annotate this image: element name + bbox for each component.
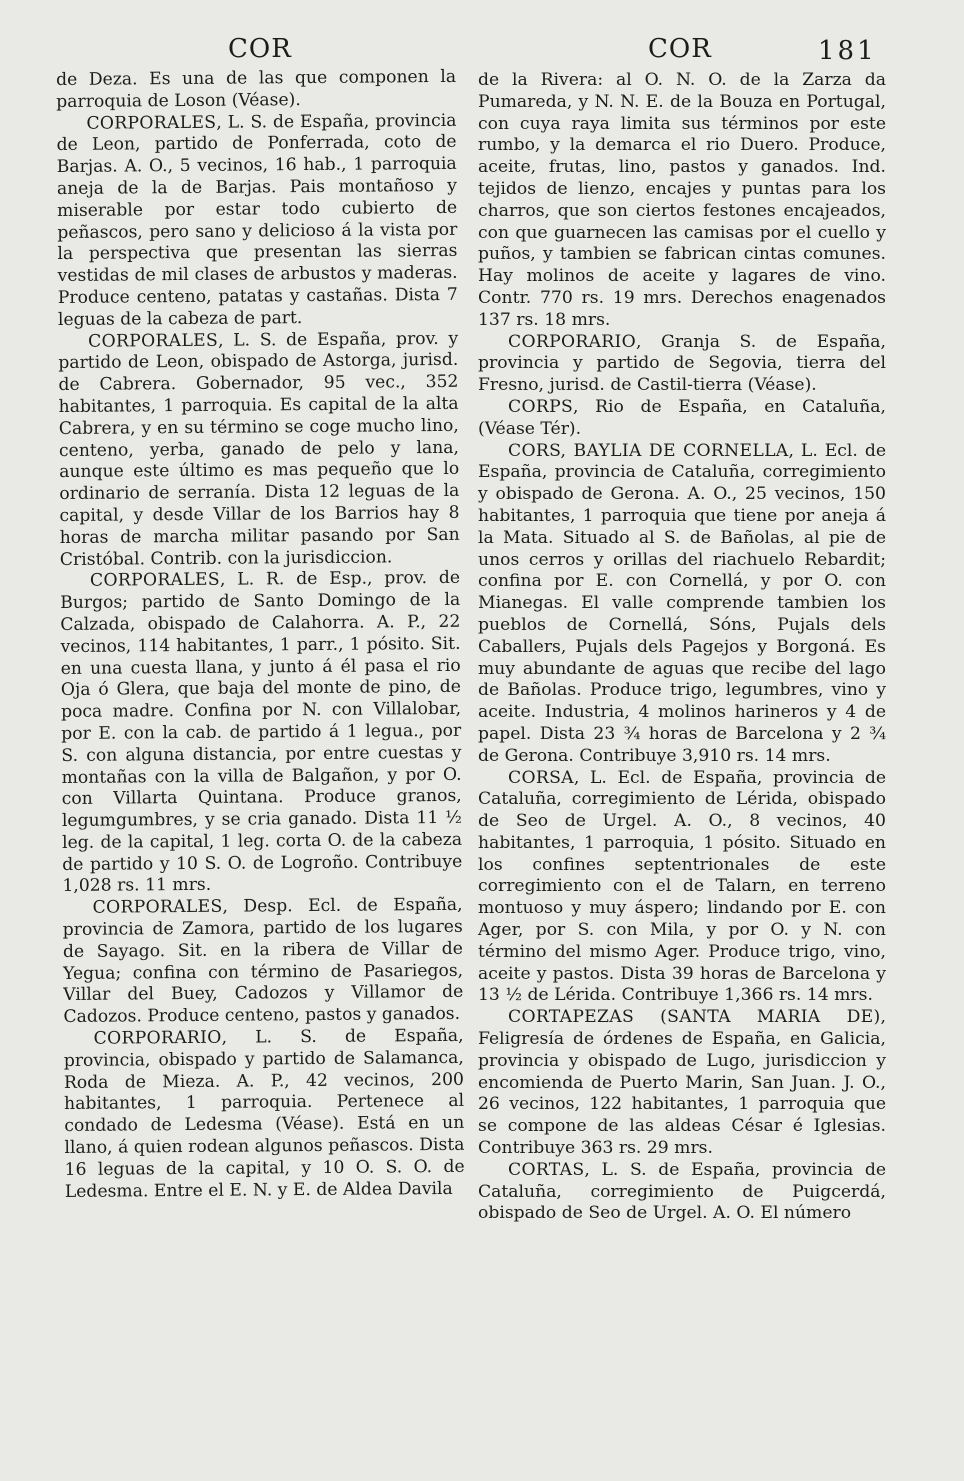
entry-headword: CORPORARIO (508, 331, 637, 352)
entry-headword: CORPORALES (88, 330, 219, 352)
entry (60, 568, 463, 898)
entry-text: , Feligresía de órdenes de España, en Galicia, provincia y obispado de Lugo, jurisdiccion y encomienda de Puerto Marin, San Juan. J. O., 26 vecinos, 122 habitantes, 1 parroquia que se compone de las aldeas César é Iglesias. Contribuye 363 rs. 29 mrs. (478, 1007, 886, 1159)
running-header-right: COR (648, 34, 712, 64)
entry-headword: CORPORARIO (93, 1027, 222, 1049)
entry (478, 332, 886, 397)
entry-headword: CORPORALES (92, 896, 223, 919)
entry-headword: CORTAPEZAS (SANTA MARIA DE) (508, 1007, 881, 1028)
entry-text: , L. Ecl. de España, provincia de Cataluña, corregimiento de Lérida, obispado de Seo de Urgel. A. O., 8 vecinos, 40 habitantes, 1 parroquia, 1 pósito. Situado en los confines septentrionales de este corregimiento con el de Talarn, en terreno montuoso y muy áspero; lindando por E. con Ager, por S. con Mila, y por O. y N. con término del mismo Ager. Produce trigo, vino, aceite y pastos. Dista 39 horas de Barcelona y 13 ½ de Lérida. Contribuye 1,366 rs. 14 mrs. (478, 767, 886, 1006)
entry (478, 441, 886, 768)
entry-headword: CORSA (508, 767, 574, 788)
entry (478, 768, 886, 1008)
entry (56, 110, 458, 331)
entry-text: de Deza. Es una de las que componen la parroquia de Loson (Véase). (56, 66, 457, 112)
entry-text: , L. S. de España, provincia, obispado y partido de Salamanca, Roda de Mieza. A. P., 42 vecinos, 200 habitantes, 1 parroquia. Pertenece al condado de Ledesma (Véase). Está en un llano, á quien rodean algunos peñascos. Dista 16 leguas de la capital, y 10 O. S. O. de Ledesma. Entre el E. N. y E. de Aldea Davila (63, 1025, 465, 1202)
entry-text: , L. Ecl. de España, provincia de Cataluña, corregimiento y obispado de Gerona. A. O., 25 vecinos, 150 habitantes, 1 parroquia que tiene por aneja á la Mata. Situado al S. de Bañolas, al pie de unos cerros y orillas del riachuelo Rebardit; confina por E. con Cornellá, y por O. con Mianegas. El valle comprende tambien los pueblos de Cornellá, Sóns, Pujals dels Caballers, Pujals dels Pagejos y Borgoná. Es muy abundante de aguas que recibe del lago de Bañolas. Produce trigo, legumbres, vino y aceite. Industria, 4 molinos harineros y 4 de papel. Dista 23 ¾ horas de Barcelona y 2 ¾ de Gerona. Contribuye 3,910 rs. 14 mrs. (478, 440, 886, 766)
running-header-left: COR (228, 34, 292, 64)
entry-headword: CORPORALES (89, 570, 221, 592)
entry-headword: CORPS (508, 396, 574, 417)
page-number: 181 (818, 36, 877, 66)
entry (64, 1026, 465, 1204)
entry-text: de la Rivera: al O. N. O. de la Zarza da Pumareda, y N. N. E. de la Bouza en Portugal, con cuya raya limita sus términos por este rumbo, y la demarca el rio Duero. Produce, aceite, frutas, lino, pastos y ganados. Ind. tejidos de lienzo, encajes y puntas para los charros, que son ciertos festones encajeados, con que guarnecen las camisas por el cuello y puños, y tambien se fabrican cintas comunes. Hay molinos de aceite y lagares de vino. Contr. 770 rs. 19 mrs. Derechos enagenados 137 rs. 18 mrs. (478, 70, 886, 330)
entry-headword: CORPORALES (86, 112, 217, 134)
entry (478, 1160, 886, 1225)
entry (478, 397, 886, 441)
entry (478, 1007, 886, 1160)
right-column (478, 70, 886, 1225)
entry (63, 895, 464, 1029)
entry-text: , L. S. de España, prov. y partido de Leon, obispado de Astorga, jurisd. de Cabrera. Gobernador, 95 vec., 352 habitantes, 1 parroquia. Es capital de la alta Cabrera, y en su término se coge mucho lino, centeno, yerba, ganado de pelo y lana, aunque este último es mas pequeño que lo ordinario de serranía. Dista 12 leguas de la capital, y desde Villar de los Barrios hay 8 horas de marcha militar pasando por San Cristóbal. Contrib. con la jurisdiccion. (58, 328, 460, 570)
entry-headword: CORS, BAYLIA DE CORNELLA (508, 440, 789, 461)
left-column (56, 67, 465, 1204)
entry-headword: CORTAS (508, 1159, 585, 1180)
entry-text: , Granja S. de España, provincia y partido de Segovia, tierra del Fresno, jurisd. de Castil-tierra (Véase). (478, 331, 886, 396)
entry-text: , Desp. Ecl. de España, provincia de Zamora, partido de los lugares de Sayago. Sit. en la ribera de Villar de Yegua; confina con término de Pasariegos, Villar del Buey, Cadozos y Villamor de Cadozos. Produce centeno, pastos y ganados. (62, 895, 464, 1028)
entry-text: , Rio de España, en Cataluña, (Véase Tér). (478, 396, 886, 439)
entry-text: , L. S. de España, provincia de Cataluña, corregimiento de Puigcerdá, obispado de Seo de Urgel. A. O. El número (478, 1159, 886, 1224)
entry (478, 70, 886, 332)
entry (56, 67, 456, 114)
entry-text: , L. R. de Esp., prov. de Burgos; partido de Santo Domingo de la Calzada, obispado de Calahorra. A. P., 22 vecinos, 114 habitantes, 1 parr., 1 pósito. Sit. en una cuesta llana, y junto á él pasa el rio Oja ó Glera, que baja del monte de pino, de poca madre. Confina por N. con Villalobar, por E. con la cab. de partido á 1 legua., por S. con alguna distancia, por entre cuestas y montañas con la villa de Balgañon, y por O. con Villarta Quintana. Produce granos, legumgumbres, y se cria ganado. Dista 11 ½ leg. de la capital, 1 leg. corta O. de la cabeza de partido y 10 S. O. de Logroño. Contribuye 1,028 rs. 11 mrs. (60, 568, 463, 897)
entry (58, 328, 460, 571)
entry-text: , L. S. de España, provincia de Leon, partido de Ponferrada, coto de Barjas. A. O., 5 vecinos, 16 hab., 1 parroquia aneja de la de Barjas. Pais montañoso y miserable por estar todo cubierto de peñascos, pero sano y delicioso á la vista por la perspectiva que presentan las sierras vestidas de mil clases de arbustos y maderas. Produce centeno, patatas y castañas. Dista 7 leguas de la cabeza de part. (56, 110, 458, 330)
